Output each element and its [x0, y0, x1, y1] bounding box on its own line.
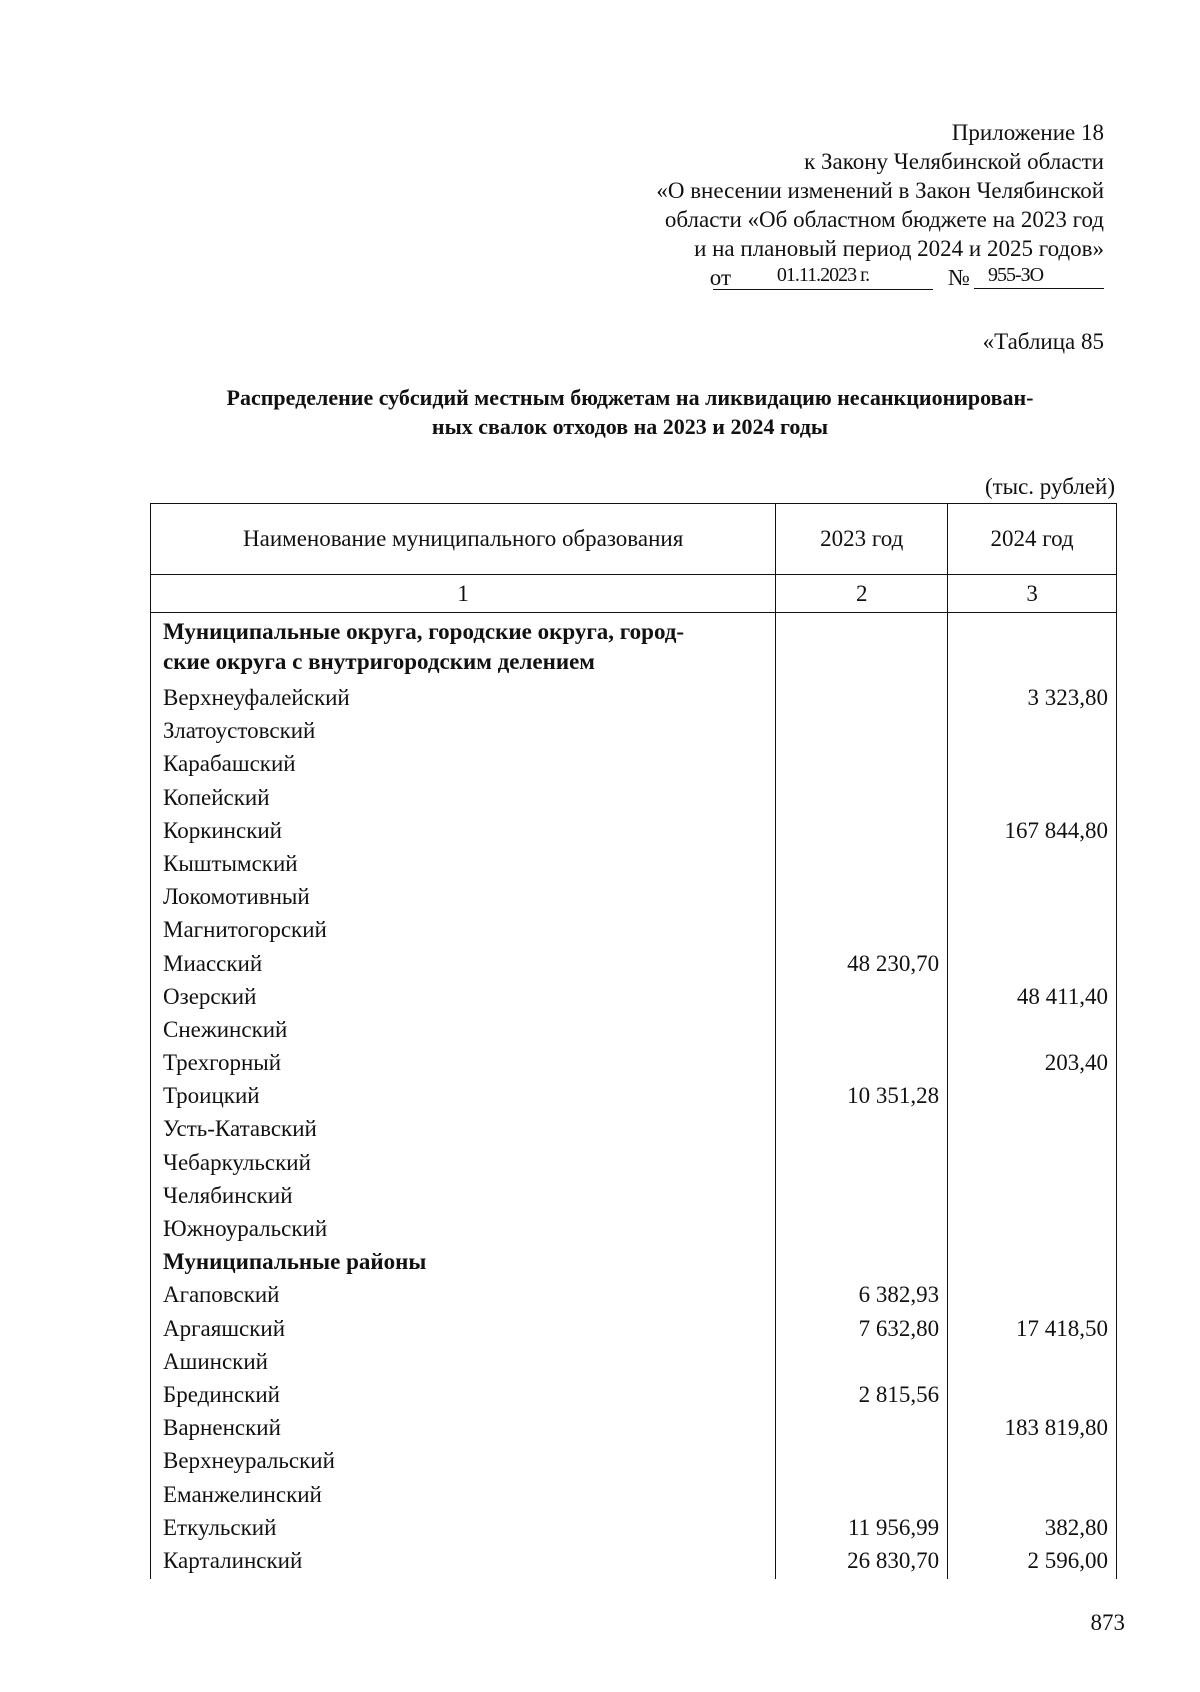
municipality-name: Ашинский: [151, 1347, 776, 1380]
value-2024: [948, 1114, 1117, 1147]
column-number: 3: [948, 575, 1117, 613]
column-number: 1: [151, 575, 776, 613]
value-2023: [776, 1413, 948, 1446]
header-line: к Закону Челябинской области: [804, 149, 1104, 174]
table-row: [151, 849, 1117, 882]
units-label: (тыс. рублей): [984, 474, 1115, 499]
municipality-name: Миасский: [151, 949, 776, 982]
municipality-name: Челябинский: [151, 1181, 776, 1214]
header-line: Приложение 18: [951, 120, 1104, 145]
value-2024: [948, 1181, 1117, 1214]
value-2024: [948, 1480, 1117, 1513]
value-2024: [948, 1280, 1117, 1313]
section-row: [151, 613, 1117, 684]
value-2023: 7 632,80: [776, 1314, 948, 1347]
table-row: [151, 1347, 1117, 1380]
value-2024: [948, 1015, 1117, 1048]
value-2023: 48 230,70: [776, 949, 948, 982]
column-header-name: Наименование муниципального образования: [151, 504, 776, 575]
table-row: [151, 1048, 1117, 1081]
value-2023: 11 956,99: [776, 1513, 948, 1546]
table-header-row: [151, 504, 1117, 575]
value-2024: 203,40: [948, 1048, 1117, 1081]
table-row: [151, 1214, 1117, 1247]
municipality-name: Агаповский: [151, 1280, 776, 1313]
section-name: Муниципальные районы: [151, 1247, 776, 1280]
value-2024: [948, 849, 1117, 882]
law-date-number-line: [544, 263, 1104, 293]
municipality-name: Еткульский: [151, 1513, 776, 1546]
municipality-name: Локомотивный: [151, 882, 776, 915]
value-2024: [948, 716, 1117, 749]
column-number: 2: [776, 575, 948, 613]
appendix-header: [544, 118, 1104, 293]
value-2024: [948, 915, 1117, 948]
header-line: и на плановый период 2024 и 2025 годов»: [694, 236, 1104, 261]
value-2024: [948, 1214, 1117, 1247]
value-2023: [776, 982, 948, 1015]
municipality-name: Троицкий: [151, 1081, 776, 1114]
value-2024: 48 411,40: [948, 982, 1117, 1015]
value-2024: [948, 613, 1117, 684]
page-number: 873: [1090, 1610, 1125, 1635]
law-date: 01.11.2023 г.: [713, 261, 933, 290]
table-row: [151, 683, 1117, 716]
municipality-name: Усть-Катавский: [151, 1114, 776, 1147]
table-label: «Таблица 85: [982, 329, 1104, 354]
title-line: Распределение субсидий местным бюджетам на ликвидацию несанкционирован-: [226, 385, 1034, 410]
table-row: [151, 1280, 1117, 1313]
value-2024: 17 418,50: [948, 1314, 1117, 1347]
value-2023: [776, 683, 948, 716]
value-2023: [776, 1015, 948, 1048]
value-2023: 2 815,56: [776, 1380, 948, 1413]
municipality-name: Южноуральский: [151, 1214, 776, 1247]
value-2023: [776, 613, 948, 684]
value-2023: [776, 915, 948, 948]
value-2023: [776, 1148, 948, 1181]
table-row: [151, 882, 1117, 915]
number-label: №: [948, 265, 970, 290]
value-2024: [948, 1148, 1117, 1181]
section-name-line: Муниципальные округа, городские округа, город-: [163, 619, 685, 644]
table-body: [151, 613, 1117, 1580]
value-2023: [776, 749, 948, 782]
subsidy-table: [150, 503, 1117, 1579]
value-2023: [776, 1446, 948, 1479]
table-row: [151, 716, 1117, 749]
municipality-name: Еманжелинский: [151, 1480, 776, 1513]
table-row: [151, 1380, 1117, 1413]
value-2023: [776, 783, 948, 816]
value-2023: [776, 849, 948, 882]
table-row: [151, 1446, 1117, 1479]
table-row: [151, 749, 1117, 782]
value-2024: [948, 783, 1117, 816]
table-row: [151, 816, 1117, 849]
table-row: [151, 1148, 1117, 1181]
value-2024: 2 596,00: [948, 1546, 1117, 1579]
value-2024: 167 844,80: [948, 816, 1117, 849]
section-name: [151, 613, 776, 684]
municipality-name: Коркинский: [151, 816, 776, 849]
municipality-name: Трехгорный: [151, 1048, 776, 1081]
municipality-name: Златоустовский: [151, 716, 776, 749]
column-header-2024: 2024 год: [948, 504, 1117, 575]
value-2023: [776, 1480, 948, 1513]
table-row: [151, 1413, 1117, 1446]
municipality-name: Кыштымский: [151, 849, 776, 882]
municipality-name: Брединский: [151, 1380, 776, 1413]
municipality-name: Копейский: [151, 783, 776, 816]
table-row: [151, 915, 1117, 948]
value-2024: 3 323,80: [948, 683, 1117, 716]
table-row: [151, 783, 1117, 816]
municipality-name: Снежинский: [151, 1015, 776, 1048]
value-2024: [948, 1081, 1117, 1114]
law-number: 955-ЗО: [974, 261, 1104, 289]
table-row: [151, 982, 1117, 1015]
value-2023: [776, 1114, 948, 1147]
value-2024: [948, 1247, 1117, 1280]
value-2024: 183 819,80: [948, 1413, 1117, 1446]
date-label: от: [709, 265, 731, 290]
value-2024: [948, 1380, 1117, 1413]
value-2023: [776, 1181, 948, 1214]
value-2023: [776, 1214, 948, 1247]
municipality-name: Карабашский: [151, 749, 776, 782]
value-2024: [948, 1347, 1117, 1380]
municipality-name: Аргаяшский: [151, 1314, 776, 1347]
value-2024: 382,80: [948, 1513, 1117, 1546]
table-row: [151, 1314, 1117, 1347]
value-2024: [948, 882, 1117, 915]
municipality-name: Карталинский: [151, 1546, 776, 1579]
value-2023: [776, 1048, 948, 1081]
table-row: [151, 1181, 1117, 1214]
table-row: [151, 1114, 1117, 1147]
municipality-name: Чебаркульский: [151, 1148, 776, 1181]
value-2023: [776, 882, 948, 915]
column-header-2023: 2023 год: [776, 504, 948, 575]
section-row: [151, 1247, 1117, 1280]
table-row: [151, 1015, 1117, 1048]
municipality-name: Озерский: [151, 982, 776, 1015]
table-row: [151, 1081, 1117, 1114]
value-2023: [776, 1247, 948, 1280]
table-row: [151, 949, 1117, 982]
value-2023: [776, 716, 948, 749]
value-2023: 26 830,70: [776, 1546, 948, 1579]
table-row: [151, 1513, 1117, 1546]
title-line: ных свалок отходов на 2023 и 2024 годы: [431, 414, 829, 439]
column-number-row: [151, 575, 1117, 613]
table-row: [151, 1546, 1117, 1579]
value-2024: [948, 1446, 1117, 1479]
value-2023: 6 382,93: [776, 1280, 948, 1313]
document-title: [150, 383, 1110, 441]
value-2023: [776, 816, 948, 849]
municipality-name: Верхнеуральский: [151, 1446, 776, 1479]
value-2024: [948, 749, 1117, 782]
header-line: «О внесении изменений в Закон Челябинской: [656, 178, 1104, 203]
table-row: [151, 1480, 1117, 1513]
municipality-name: Магнитогорский: [151, 915, 776, 948]
municipality-name: Варненский: [151, 1413, 776, 1446]
value-2023: 10 351,28: [776, 1081, 948, 1114]
section-name-line: ские округа с внутригородским делением: [163, 649, 595, 674]
municipality-name: Верхнеуфалейский: [151, 683, 776, 716]
value-2024: [948, 949, 1117, 982]
value-2023: [776, 1347, 948, 1380]
header-line: области «Об областном бюджете на 2023 год: [664, 207, 1104, 232]
